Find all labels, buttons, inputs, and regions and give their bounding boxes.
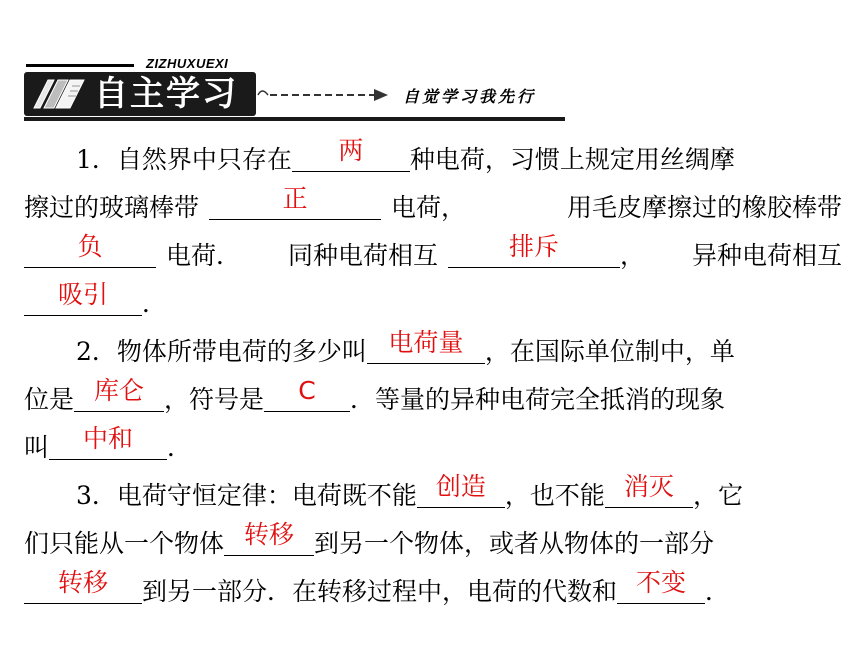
- text-segment: ．: [167, 433, 193, 462]
- paragraph-1-line-1: [24, 136, 842, 184]
- fill-blank: [224, 520, 314, 568]
- answer-text: 库仑: [94, 376, 145, 405]
- paragraph-3-line-2: [24, 520, 842, 568]
- section-title: 自主学习: [94, 74, 238, 114]
- text-segment: 们只能从一个物体: [24, 529, 225, 558]
- paragraph-1-line-3: [24, 232, 842, 280]
- text-segment: ．: [142, 289, 168, 318]
- bottom-rule: [24, 117, 565, 121]
- text-segment: 电荷，: [391, 193, 467, 222]
- answer-text: 正: [282, 184, 308, 213]
- fill-blank: [264, 376, 350, 424]
- answer-text: 不变: [636, 568, 687, 597]
- paragraph-3-line-3: [24, 568, 842, 616]
- paragraph-3-line-1: [24, 472, 842, 520]
- text-segment: 到另一部分．在转移过程中，电荷的代数和: [142, 577, 618, 606]
- text-segment: ．等量的异种电荷完全抵消的现象: [350, 385, 726, 414]
- fill-blank: [24, 280, 142, 328]
- text-segment: ，也不能: [504, 481, 605, 510]
- text-segment: 3．电荷守恒定律：电荷既不能: [76, 481, 417, 510]
- text-segment: ，: [620, 241, 646, 270]
- study-content: [24, 136, 842, 616]
- text-segment: 用毛皮摩擦过的橡胶棒带: [566, 193, 842, 222]
- book-icon: [28, 74, 90, 114]
- answer-text: 电荷量: [388, 328, 464, 357]
- text-segment: 到另一个物体，或者从物体的一部分: [314, 529, 715, 558]
- answer-text: 转移: [244, 520, 295, 549]
- text-segment: 2．物体所带电荷的多少叫: [76, 337, 367, 366]
- text-segment: 位是: [24, 385, 75, 414]
- fill-blank: [617, 568, 705, 616]
- answer-text: 消灭: [623, 472, 674, 501]
- section-subtitle: 自觉学习我先行: [403, 87, 537, 106]
- section-pinyin: ZIZHUXUEXI: [146, 56, 229, 71]
- text-segment: 同种电荷相互: [287, 241, 438, 270]
- answer-text: 两: [338, 136, 364, 165]
- text-segment: 电荷．: [166, 241, 242, 270]
- text-segment: ，在国际单位制中，单: [484, 337, 735, 366]
- text-segment: ．: [705, 577, 731, 606]
- fill-blank: [49, 424, 167, 472]
- fill-blank: [367, 328, 485, 376]
- answer-text: 吸引: [57, 280, 108, 309]
- fill-blank: [209, 184, 381, 232]
- dashed-arrow-icon: [256, 86, 391, 104]
- answer-text: C: [298, 376, 316, 405]
- answer-text: 转移: [57, 568, 108, 597]
- section-title-box: [24, 72, 256, 116]
- fill-blank: [605, 472, 693, 520]
- text-segment: 种电荷，习惯上规定用丝绸摩: [409, 145, 735, 174]
- text-segment: ，它: [692, 481, 743, 510]
- text-segment: 叫: [24, 433, 50, 462]
- text-segment: 擦过的玻璃棒带: [24, 193, 200, 222]
- answer-text: 中和: [83, 424, 134, 453]
- text-segment: ，符号是: [164, 385, 265, 414]
- section-header: [0, 0, 861, 130]
- answer-text: 负: [77, 232, 103, 261]
- answer-text: 排斥: [508, 232, 559, 261]
- text-segment: 异种电荷相互: [691, 241, 842, 270]
- answer-text: 创造: [435, 472, 486, 501]
- fill-blank: [448, 232, 620, 280]
- top-rule: [26, 64, 134, 67]
- fill-blank: [24, 568, 142, 616]
- fill-blank: [417, 472, 505, 520]
- text-segment: 1．自然界中只存在: [76, 145, 292, 174]
